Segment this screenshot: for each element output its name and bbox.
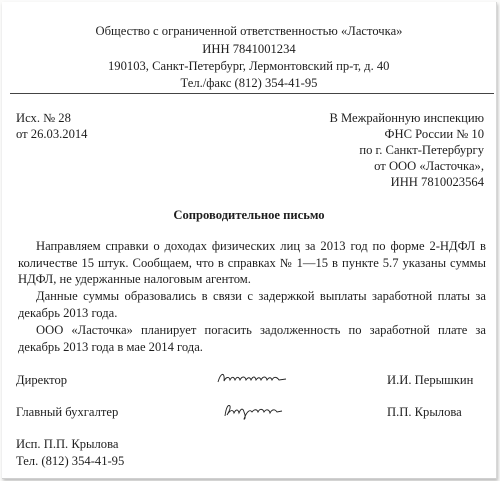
body-paragraph-2 — [18, 288, 486, 321]
executor-name: Исп. П.П. Крылова — [16, 437, 119, 451]
accountant-title: Главный бухгалтер — [16, 405, 119, 419]
outgoing-date: от 26.03.2014 — [16, 127, 88, 141]
recipient-line-5: ИНН 7810023564 — [390, 175, 484, 189]
letterhead-divider — [10, 93, 494, 94]
body-paragraph-3 — [18, 322, 486, 355]
accountant-signature — [222, 400, 284, 422]
company-address: 190103, Санкт-Петербург, Лермонтовский пр-т, д. 40 — [108, 59, 390, 73]
body-paragraph-1-text: Направляем справки о доходах физических лиц за 2013 год по форме 2-НДФЛ в количестве 15 штук. Сообщаем, что в справках № 1—15 в пункте 5.7 указаны суммы НДФЛ, не удержанные налоговым агентом. — [18, 239, 486, 286]
recipient-line-3: по г. Санкт-Петербургу — [359, 143, 484, 157]
body-paragraph-3-text: ООО «Ласточка» планирует погасить задолженность по заработной плате за декабрь 2013 года в мае 2014 года. — [18, 323, 486, 354]
accountant-name: П.П. Крылова — [387, 405, 462, 419]
company-phone: Тел./факс (812) 354-41-95 — [180, 76, 318, 90]
director-name: И.И. Перышкин — [387, 373, 474, 387]
letter-sheet — [2, 2, 497, 479]
recipient-line-2: ФНС России № 10 — [384, 127, 484, 141]
executor-phone: Тел. (812) 354-41-95 — [16, 454, 125, 468]
body-paragraph-1 — [18, 238, 486, 288]
recipient-line-1: В Межрайонную инспекцию — [329, 111, 484, 125]
director-title: Директор — [16, 373, 68, 387]
letter-title: Сопроводительное письмо — [173, 208, 325, 222]
body-paragraph-2-text: Данные суммы образовались в связи с задержкой выплаты заработной платы за декабрь 2013 года. — [18, 289, 486, 320]
company-name: Общество с ограниченной ответственностью «Ласточка» — [95, 24, 403, 38]
outgoing-number: Исх. № 28 — [16, 111, 71, 125]
company-inn: ИНН 7841001234 — [202, 42, 296, 56]
director-signature — [216, 368, 288, 390]
recipient-line-4: от ООО «Ласточка», — [374, 159, 484, 173]
